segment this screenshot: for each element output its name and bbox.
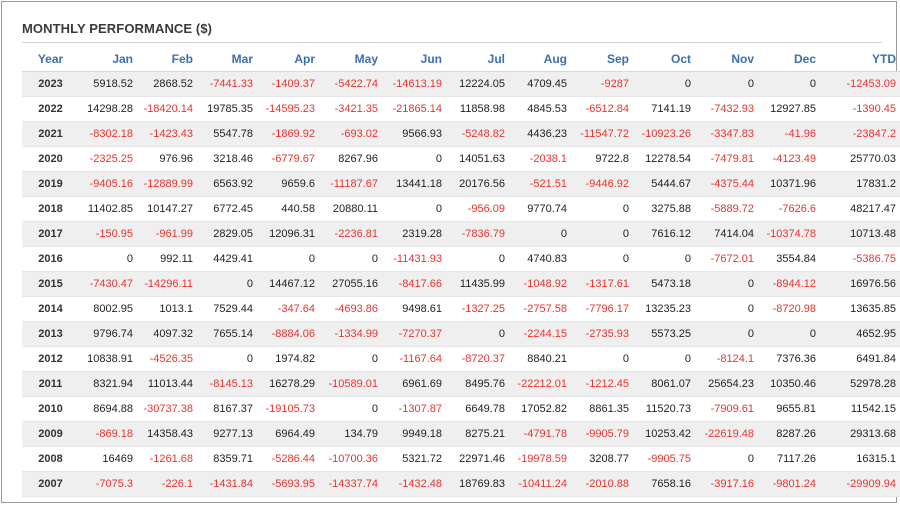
value-cell: -961.99 (139, 222, 199, 247)
value-cell: 16976.56 (822, 272, 900, 297)
table-row (22, 197, 900, 222)
value-cell: -7909.61 (697, 397, 760, 422)
value-cell: 2829.05 (199, 222, 259, 247)
value-cell: -1409.37 (259, 72, 321, 97)
value-cell: 27055.16 (321, 272, 384, 297)
value-cell: 12278.54 (635, 147, 697, 172)
value-cell: -5693.95 (259, 472, 321, 497)
value-cell: -1869.92 (259, 122, 321, 147)
value-cell: -14296.11 (139, 272, 199, 297)
value-cell: 10147.27 (139, 197, 199, 222)
value-cell: -1048.92 (511, 272, 573, 297)
value-cell: -18420.14 (139, 97, 199, 122)
value-cell: 0 (199, 347, 259, 372)
table-row (22, 272, 900, 297)
value-cell: 0 (697, 72, 760, 97)
value-cell: 0 (760, 322, 822, 347)
value-cell: 8861.35 (573, 397, 635, 422)
value-cell: 25654.23 (697, 372, 760, 397)
value-cell: -19978.59 (511, 447, 573, 472)
value-cell: 7376.36 (760, 347, 822, 372)
column-header-feb: Feb (139, 46, 199, 72)
value-cell: 11435.99 (448, 272, 511, 297)
value-cell: -11431.93 (384, 247, 448, 272)
value-cell: 9659.6 (259, 172, 321, 197)
value-cell: -1327.25 (448, 297, 511, 322)
value-cell: 0 (573, 347, 635, 372)
value-cell: 8321.94 (79, 372, 139, 397)
value-cell: -10589.01 (321, 372, 384, 397)
value-cell: 10838.91 (79, 347, 139, 372)
monthly-performance-table (22, 46, 900, 497)
column-header-oct: Oct (635, 46, 697, 72)
value-cell: -2236.81 (321, 222, 384, 247)
value-cell: -10700.36 (321, 447, 384, 472)
value-cell: 0 (321, 247, 384, 272)
value-cell: 8275.21 (448, 422, 511, 447)
value-cell: 11013.44 (139, 372, 199, 397)
value-cell: 0 (573, 222, 635, 247)
table-row (22, 322, 900, 347)
value-cell: -693.02 (321, 122, 384, 147)
value-cell: 0 (511, 222, 573, 247)
value-cell: -2735.93 (573, 322, 635, 347)
year-cell: 2019 (22, 172, 79, 197)
value-cell: -3347.83 (697, 122, 760, 147)
value-cell: 14298.28 (79, 97, 139, 122)
value-cell: 4436.23 (511, 122, 573, 147)
value-cell: -6512.84 (573, 97, 635, 122)
value-cell: 1013.1 (139, 297, 199, 322)
value-cell: -8884.06 (259, 322, 321, 347)
value-cell: -9405.16 (79, 172, 139, 197)
value-cell: 2319.28 (384, 222, 448, 247)
value-cell: -7796.17 (573, 297, 635, 322)
value-cell: -1390.45 (822, 97, 900, 122)
value-cell: -21865.14 (384, 97, 448, 122)
value-cell: 7529.44 (199, 297, 259, 322)
year-cell: 2018 (22, 197, 79, 222)
value-cell: -1423.43 (139, 122, 199, 147)
value-cell: 16278.29 (259, 372, 321, 397)
value-cell: 8694.88 (79, 397, 139, 422)
value-cell: -8145.13 (199, 372, 259, 397)
value-cell: -10374.78 (760, 222, 822, 247)
value-cell: -7441.33 (199, 72, 259, 97)
value-cell: -226.1 (139, 472, 199, 497)
value-cell: 3554.84 (760, 247, 822, 272)
value-cell: 19785.35 (199, 97, 259, 122)
value-cell: -2010.88 (573, 472, 635, 497)
value-cell: -14337.74 (321, 472, 384, 497)
value-cell: -5286.44 (259, 447, 321, 472)
column-header-mar: Mar (199, 46, 259, 72)
value-cell: 9770.74 (511, 197, 573, 222)
column-header-may: May (321, 46, 384, 72)
value-cell: 11858.98 (448, 97, 511, 122)
value-cell: -12453.09 (822, 72, 900, 97)
value-cell: -8302.18 (79, 122, 139, 147)
value-cell: -1307.87 (384, 397, 448, 422)
column-header-aug: Aug (511, 46, 573, 72)
value-cell: 9655.81 (760, 397, 822, 422)
column-header-nov: Nov (697, 46, 760, 72)
value-cell: 0 (697, 297, 760, 322)
value-cell: 0 (199, 272, 259, 297)
value-cell: 16469 (79, 447, 139, 472)
year-cell: 2007 (22, 472, 79, 497)
value-cell: 8495.76 (448, 372, 511, 397)
value-cell: 7117.26 (760, 447, 822, 472)
value-cell: 0 (448, 247, 511, 272)
value-cell: 0 (635, 72, 697, 97)
value-cell: 976.96 (139, 147, 199, 172)
year-cell: 2020 (22, 147, 79, 172)
value-cell: 20880.11 (321, 197, 384, 222)
value-cell: 10350.46 (760, 372, 822, 397)
value-cell: -5422.74 (321, 72, 384, 97)
value-cell: -11187.67 (321, 172, 384, 197)
value-cell: 25770.03 (822, 147, 900, 172)
value-cell: -9905.79 (573, 422, 635, 447)
value-cell: 5444.67 (635, 172, 697, 197)
column-header-sep: Sep (573, 46, 635, 72)
value-cell: 52978.28 (822, 372, 900, 397)
column-header-ytd: YTD (822, 46, 900, 72)
value-cell: -1167.64 (384, 347, 448, 372)
value-cell: 5573.25 (635, 322, 697, 347)
value-cell: -4693.86 (321, 297, 384, 322)
year-cell: 2013 (22, 322, 79, 347)
value-cell: 6772.45 (199, 197, 259, 222)
value-cell: -8720.37 (448, 347, 511, 372)
value-cell: 0 (384, 147, 448, 172)
value-cell: 0 (697, 447, 760, 472)
year-cell: 2008 (22, 447, 79, 472)
value-cell: -4526.35 (139, 347, 199, 372)
year-cell: 2021 (22, 122, 79, 147)
value-cell: 11542.15 (822, 397, 900, 422)
value-cell: 5918.52 (79, 72, 139, 97)
value-cell: -956.09 (448, 197, 511, 222)
table-row (22, 347, 900, 372)
value-cell: 8287.26 (760, 422, 822, 447)
value-cell: 4740.83 (511, 247, 573, 272)
value-cell: -6779.67 (259, 147, 321, 172)
value-cell: 10371.96 (760, 172, 822, 197)
value-cell: -7430.47 (79, 272, 139, 297)
value-cell: 0 (79, 247, 139, 272)
year-cell: 2011 (22, 372, 79, 397)
value-cell: -7626.6 (760, 197, 822, 222)
year-cell: 2012 (22, 347, 79, 372)
value-cell: -4123.49 (760, 147, 822, 172)
year-cell: 2023 (22, 72, 79, 97)
table-row (22, 472, 900, 497)
value-cell: -11547.72 (573, 122, 635, 147)
value-cell: -41.96 (760, 122, 822, 147)
value-cell: -5889.72 (697, 197, 760, 222)
table-row (22, 397, 900, 422)
value-cell: -10411.24 (511, 472, 573, 497)
column-header-apr: Apr (259, 46, 321, 72)
value-cell: 0 (573, 197, 635, 222)
value-cell: -7270.37 (384, 322, 448, 347)
value-cell: 9722.8 (573, 147, 635, 172)
value-cell: 0 (448, 322, 511, 347)
value-cell: 16315.1 (822, 447, 900, 472)
value-cell: 12927.85 (760, 97, 822, 122)
value-cell: -23847.2 (822, 122, 900, 147)
value-cell: -10923.26 (635, 122, 697, 147)
value-cell: 13635.85 (822, 297, 900, 322)
value-cell: 7655.14 (199, 322, 259, 347)
value-cell: 0 (384, 197, 448, 222)
value-cell: -1317.61 (573, 272, 635, 297)
value-cell: -4375.44 (697, 172, 760, 197)
table-row (22, 222, 900, 247)
value-cell: 14358.43 (139, 422, 199, 447)
value-cell: -7836.79 (448, 222, 511, 247)
value-cell: 3275.88 (635, 197, 697, 222)
value-cell: -2325.25 (79, 147, 139, 172)
table-header-row (22, 46, 900, 72)
value-cell: 1974.82 (259, 347, 321, 372)
value-cell: -7672.01 (697, 247, 760, 272)
value-cell: -3421.35 (321, 97, 384, 122)
value-cell: 7616.12 (635, 222, 697, 247)
year-cell: 2016 (22, 247, 79, 272)
value-cell: 8167.37 (199, 397, 259, 422)
value-cell: 5473.18 (635, 272, 697, 297)
value-cell: 11402.85 (79, 197, 139, 222)
value-cell: 3208.77 (573, 447, 635, 472)
value-cell: 6491.84 (822, 347, 900, 372)
table-row (22, 172, 900, 197)
value-cell: -7432.93 (697, 97, 760, 122)
value-cell: 4845.53 (511, 97, 573, 122)
value-cell: -4791.78 (511, 422, 573, 447)
value-cell: 5321.72 (384, 447, 448, 472)
value-cell: 48217.47 (822, 197, 900, 222)
value-cell: 8359.71 (199, 447, 259, 472)
column-header-jul: Jul (448, 46, 511, 72)
column-header-jun: Jun (384, 46, 448, 72)
year-cell: 2017 (22, 222, 79, 247)
value-cell: -3917.16 (697, 472, 760, 497)
value-cell: -29909.94 (822, 472, 900, 497)
table-row (22, 147, 900, 172)
value-cell: 20176.56 (448, 172, 511, 197)
value-cell: 9277.13 (199, 422, 259, 447)
value-cell: 8002.95 (79, 297, 139, 322)
value-cell: 134.79 (321, 422, 384, 447)
year-cell: 2014 (22, 297, 79, 322)
value-cell: 440.58 (259, 197, 321, 222)
value-cell: 7414.04 (697, 222, 760, 247)
value-cell: 0 (760, 72, 822, 97)
value-cell: 7658.16 (635, 472, 697, 497)
value-cell: -14613.19 (384, 72, 448, 97)
value-cell: -9905.75 (635, 447, 697, 472)
value-cell: -347.64 (259, 297, 321, 322)
value-cell: -7075.3 (79, 472, 139, 497)
year-cell: 2010 (22, 397, 79, 422)
table-row (22, 247, 900, 272)
table-row (22, 372, 900, 397)
table-row (22, 122, 900, 147)
value-cell: 0 (321, 397, 384, 422)
value-cell: 0 (635, 247, 697, 272)
value-cell: -2244.15 (511, 322, 573, 347)
value-cell: 0 (697, 322, 760, 347)
value-cell: -19105.73 (259, 397, 321, 422)
value-cell: 6649.78 (448, 397, 511, 422)
value-cell: 0 (635, 347, 697, 372)
value-cell: -521.51 (511, 172, 573, 197)
value-cell: -150.95 (79, 222, 139, 247)
value-cell: -1212.45 (573, 372, 635, 397)
value-cell: 14467.12 (259, 272, 321, 297)
year-cell: 2009 (22, 422, 79, 447)
value-cell: 6563.92 (199, 172, 259, 197)
table-row (22, 422, 900, 447)
value-cell: 5547.78 (199, 122, 259, 147)
value-cell: -22619.48 (697, 422, 760, 447)
value-cell: -7479.81 (697, 147, 760, 172)
value-cell: 18769.83 (448, 472, 511, 497)
value-cell: 6961.69 (384, 372, 448, 397)
value-cell: 13441.18 (384, 172, 448, 197)
value-cell: -869.18 (79, 422, 139, 447)
column-header-year: Year (22, 46, 79, 72)
value-cell: 9949.18 (384, 422, 448, 447)
table-body (22, 72, 900, 497)
value-cell: 9498.61 (384, 297, 448, 322)
value-cell: 13235.23 (635, 297, 697, 322)
value-cell: 4709.45 (511, 72, 573, 97)
value-cell: -8417.66 (384, 272, 448, 297)
value-cell: 0 (697, 272, 760, 297)
year-cell: 2022 (22, 97, 79, 122)
value-cell: 8267.96 (321, 147, 384, 172)
value-cell: -9801.24 (760, 472, 822, 497)
value-cell: -1261.68 (139, 447, 199, 472)
value-cell: -2038.1 (511, 147, 573, 172)
value-cell: 0 (259, 247, 321, 272)
value-cell: 4652.95 (822, 322, 900, 347)
value-cell: -14595.23 (259, 97, 321, 122)
value-cell: -30737.38 (139, 397, 199, 422)
value-cell: -2757.58 (511, 297, 573, 322)
value-cell: 6964.49 (259, 422, 321, 447)
value-cell: 4097.32 (139, 322, 199, 347)
value-cell: -5248.82 (448, 122, 511, 147)
table-row (22, 72, 900, 97)
table-row (22, 447, 900, 472)
value-cell: -8944.12 (760, 272, 822, 297)
performance-panel (1, 1, 897, 503)
value-cell: -5386.75 (822, 247, 900, 272)
value-cell: -8124.1 (697, 347, 760, 372)
value-cell: 8061.07 (635, 372, 697, 397)
value-cell: -12889.99 (139, 172, 199, 197)
value-cell: 992.11 (139, 247, 199, 272)
column-header-dec: Dec (760, 46, 822, 72)
table-row (22, 297, 900, 322)
value-cell: 14051.63 (448, 147, 511, 172)
column-header-jan: Jan (79, 46, 139, 72)
value-cell: 10713.48 (822, 222, 900, 247)
value-cell: 2868.52 (139, 72, 199, 97)
title-divider (22, 42, 882, 43)
value-cell: -1432.48 (384, 472, 448, 497)
value-cell: -22212.01 (511, 372, 573, 397)
value-cell: 12096.31 (259, 222, 321, 247)
value-cell: -9446.92 (573, 172, 635, 197)
value-cell: -1431.84 (199, 472, 259, 497)
value-cell: 11520.73 (635, 397, 697, 422)
value-cell: 9796.74 (79, 322, 139, 347)
value-cell: 17831.2 (822, 172, 900, 197)
value-cell: 7141.19 (635, 97, 697, 122)
value-cell: 3218.46 (199, 147, 259, 172)
value-cell: 8840.21 (511, 347, 573, 372)
value-cell: 10253.42 (635, 422, 697, 447)
value-cell: 29313.68 (822, 422, 900, 447)
value-cell: -9287 (573, 72, 635, 97)
panel-title: MONTHLY PERFORMANCE ($) (22, 21, 213, 36)
year-cell: 2015 (22, 272, 79, 297)
table-row (22, 97, 900, 122)
value-cell: -8720.98 (760, 297, 822, 322)
value-cell: 12224.05 (448, 72, 511, 97)
value-cell: 0 (573, 247, 635, 272)
value-cell: 22971.46 (448, 447, 511, 472)
value-cell: -1334.99 (321, 322, 384, 347)
value-cell: 17052.82 (511, 397, 573, 422)
value-cell: 0 (321, 347, 384, 372)
value-cell: 4429.41 (199, 247, 259, 272)
value-cell: 9566.93 (384, 122, 448, 147)
